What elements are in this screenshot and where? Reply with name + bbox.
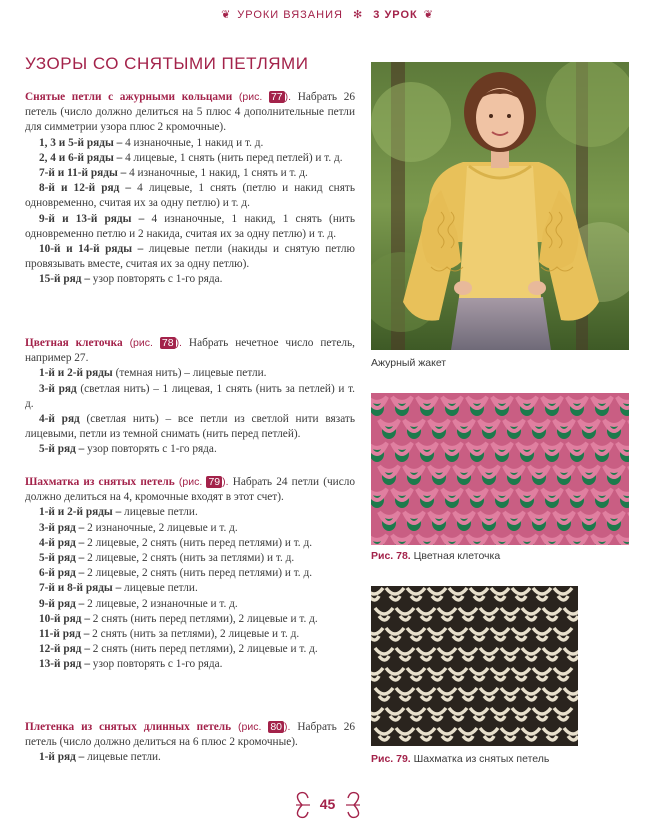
figure-ref-end: ). [284,91,292,103]
section-heading: Цветная клеточка [25,337,123,349]
intro-text: Набрать 26 петель (число должно делиться на 5 плюс 4 дополнительные петли для симметрии узора плюс 2 кромочные). [25,91,356,134]
intro-text: Набрать 26 петель (число должно делиться на 6 плюс 2 кромочные). [25,721,355,749]
row-label: 15-й ряд – [39,273,90,286]
section-braid-long-loops [25,720,355,766]
row-instruction [25,521,355,536]
row-label: 11-й ряд – [39,628,90,641]
row-instruction [25,272,355,287]
section-heading: Снятые петли с ажурными кольцами [25,91,233,103]
figure-label: Рис. 79. [371,753,411,765]
row-text: 4 изнаночные, 1 накид, 1 снять и т. д. [126,167,308,180]
row-label: 9-й и 13-й ряды – [39,212,145,225]
row-label: 5-й ряд – [39,552,85,565]
row-instruction [25,750,355,765]
row-label: 3-й ряд [39,382,77,395]
row-instruction [25,642,355,657]
row-label: 6-й ряд – [39,567,85,580]
row-label: 1, 3 и 5-й ряды – [39,136,123,149]
page-number-block [0,790,655,825]
row-text: 2 изнаночные, 2 лицевые и т. д. [84,521,238,534]
row-label: 4-й ряд – [39,536,85,549]
row-text: 2 лицевые, 2 снять (нить за петлями) и т. д. [84,552,295,565]
row-text: лицевые петли. [121,506,198,519]
figure-78-caption [371,550,500,562]
row-text: лицевые петли (накиды и снятую петлю провязывать вместе, считая их за одну петлю). [25,243,355,271]
section-heading: Шахматка из снятых петель [25,476,175,488]
row-text: 4 изнаночные, 1 накид и т. д. [122,136,264,149]
row-instruction [25,136,355,151]
page-title: УЗОРЫ СО СНЯТЫМИ ПЕТЛЯМИ [25,54,309,73]
row-text: узор повторять с 1-го ряда. [84,443,217,456]
row-text: лицевые петли. [84,751,161,764]
section-intro [25,475,355,505]
figure-ref-end: ). [175,337,182,349]
row-instruction [25,581,355,596]
figure-79-caption [371,753,549,765]
figure-79-swatch [371,586,578,746]
header-lesson: 3 УРОК [373,9,418,21]
figure-ref: (рис. [178,476,203,488]
snowflake-icon: ✻ [353,9,364,21]
figure-title: Шахматка из снятых петель [410,753,550,765]
section-intro [25,90,355,136]
row-label: 2, 4 и 6-й ряды – [39,151,123,164]
photo-caption: Ажурный жакет [371,357,447,369]
row-text: узор повторять с 1-го ряда. [89,273,223,286]
running-header [0,8,655,28]
row-instruction [25,442,355,457]
row-text: 2 снять (нить перед петлями), 2 лицевые и т. д. [89,643,318,656]
row-instruction [25,627,355,642]
row-label: 4-й ряд [39,413,80,426]
intro-text: Набрать нечетное число петель, например 27. [25,337,355,365]
row-label: 13-й ряд – [39,658,90,671]
row-label: 12-й ряд – [39,643,90,656]
row-instruction [25,612,355,627]
row-label: 1-й ряд – [39,751,85,764]
figure-ref-end: ). [222,476,229,488]
row-text: (светлая нить) – 1 лицевая, 1 снять (нить за петлей) и т. д. [25,382,355,410]
row-label: 7-й и 8-й ряды – [39,582,122,595]
row-label: 9-й ряд – [39,597,85,610]
ornament-left-icon: ❦ [221,9,232,21]
row-text: 4 лицевые, 1 снять (петлю и накид снять одновременно, считая их за одну петлю) и т. д. [25,182,355,210]
ornament-right-icon: ❦ [423,9,434,21]
row-text: 4 изнаночные, 1 накид, 1 снять (нить одновременно петлю и 2 накида, считая их за одну петлю) и т. д. [25,212,355,240]
figure-78-swatch [371,393,629,545]
row-label: 1-й и 2-й ряды – [39,506,122,519]
row-instruction [25,505,355,520]
figure-ref: (рис. [238,721,262,733]
row-label: 5-й ряд – [39,443,85,456]
row-label: 10-й ряд – [39,612,90,625]
section-intro [25,336,355,366]
header-section: УРОКИ ВЯЗАНИЯ [237,9,343,21]
row-label: 3-й ряд – [39,521,85,534]
figure-number-badge: 80 [270,721,283,733]
row-text: 2 лицевые, 2 изнаночные и т. д. [84,597,238,610]
row-text: 2 снять (нить за петлями), 2 лицевые и т. д. [89,628,300,641]
row-text: 2 лицевые, 2 снять (нить перед петлями) и т. д. [84,567,313,580]
row-instruction [25,597,355,612]
section-checker-slipped [25,475,355,673]
row-instruction [25,151,355,166]
figure-number-badge: 78 [161,337,174,349]
row-text: лицевые петли. [121,582,198,595]
row-instruction [25,382,355,412]
figure-title: Цветная клеточка [410,550,501,562]
section-intro [25,720,355,750]
photo-openwork-jacket [371,62,629,350]
row-label: 10-й и 14-й ряды – [39,243,144,256]
figure-ref-end: ). [284,721,291,733]
section-color-check [25,336,355,458]
row-text: 2 снять (нить перед петлями), 2 лицевые и т. д. [89,612,318,625]
figure-ref: (рис. [129,337,153,349]
row-label: 1-й и 2-й ряды [39,367,113,380]
figure-ref: (рис. [238,91,263,103]
row-text: 2 лицевые, 2 снять (нить перед петлями) и т. д. [84,536,313,549]
row-text: (светлая нить) – все петли из светлой нити вязать лицевыми, петли из темной снимать (нить перед петлей). [25,413,355,441]
row-text: узор повторять с 1-го ряда. [89,658,223,671]
row-label: 7-й и 11-й ряды – [39,167,127,180]
row-instruction [25,166,355,181]
row-instruction [25,242,355,272]
row-text: 4 лицевые, 1 снять (нить перед петлей) и т. д. [122,151,343,164]
intro-text: Набрать 24 петли (число должно делиться на 4, кромочные входят в этот счет). [25,476,355,504]
page-number: 45 [319,796,336,812]
row-instruction [25,366,355,381]
figure-number-badge: 79 [208,476,221,488]
row-instruction [25,212,355,242]
row-instruction [25,657,355,672]
row-instruction [25,566,355,581]
row-instruction [25,551,355,566]
section-heading: Плетенка из снятых длинных петель [25,721,232,733]
figure-number-badge: 77 [270,91,283,103]
section-slipped-loops-rings [25,90,355,288]
row-instruction [25,536,355,551]
row-instruction [25,412,355,442]
row-instruction [25,181,355,211]
figure-label: Рис. 78. [371,550,411,562]
row-label: 8-й и 12-й ряд – [39,182,132,195]
row-text: (темная нить) – лицевые петли. [112,367,267,380]
